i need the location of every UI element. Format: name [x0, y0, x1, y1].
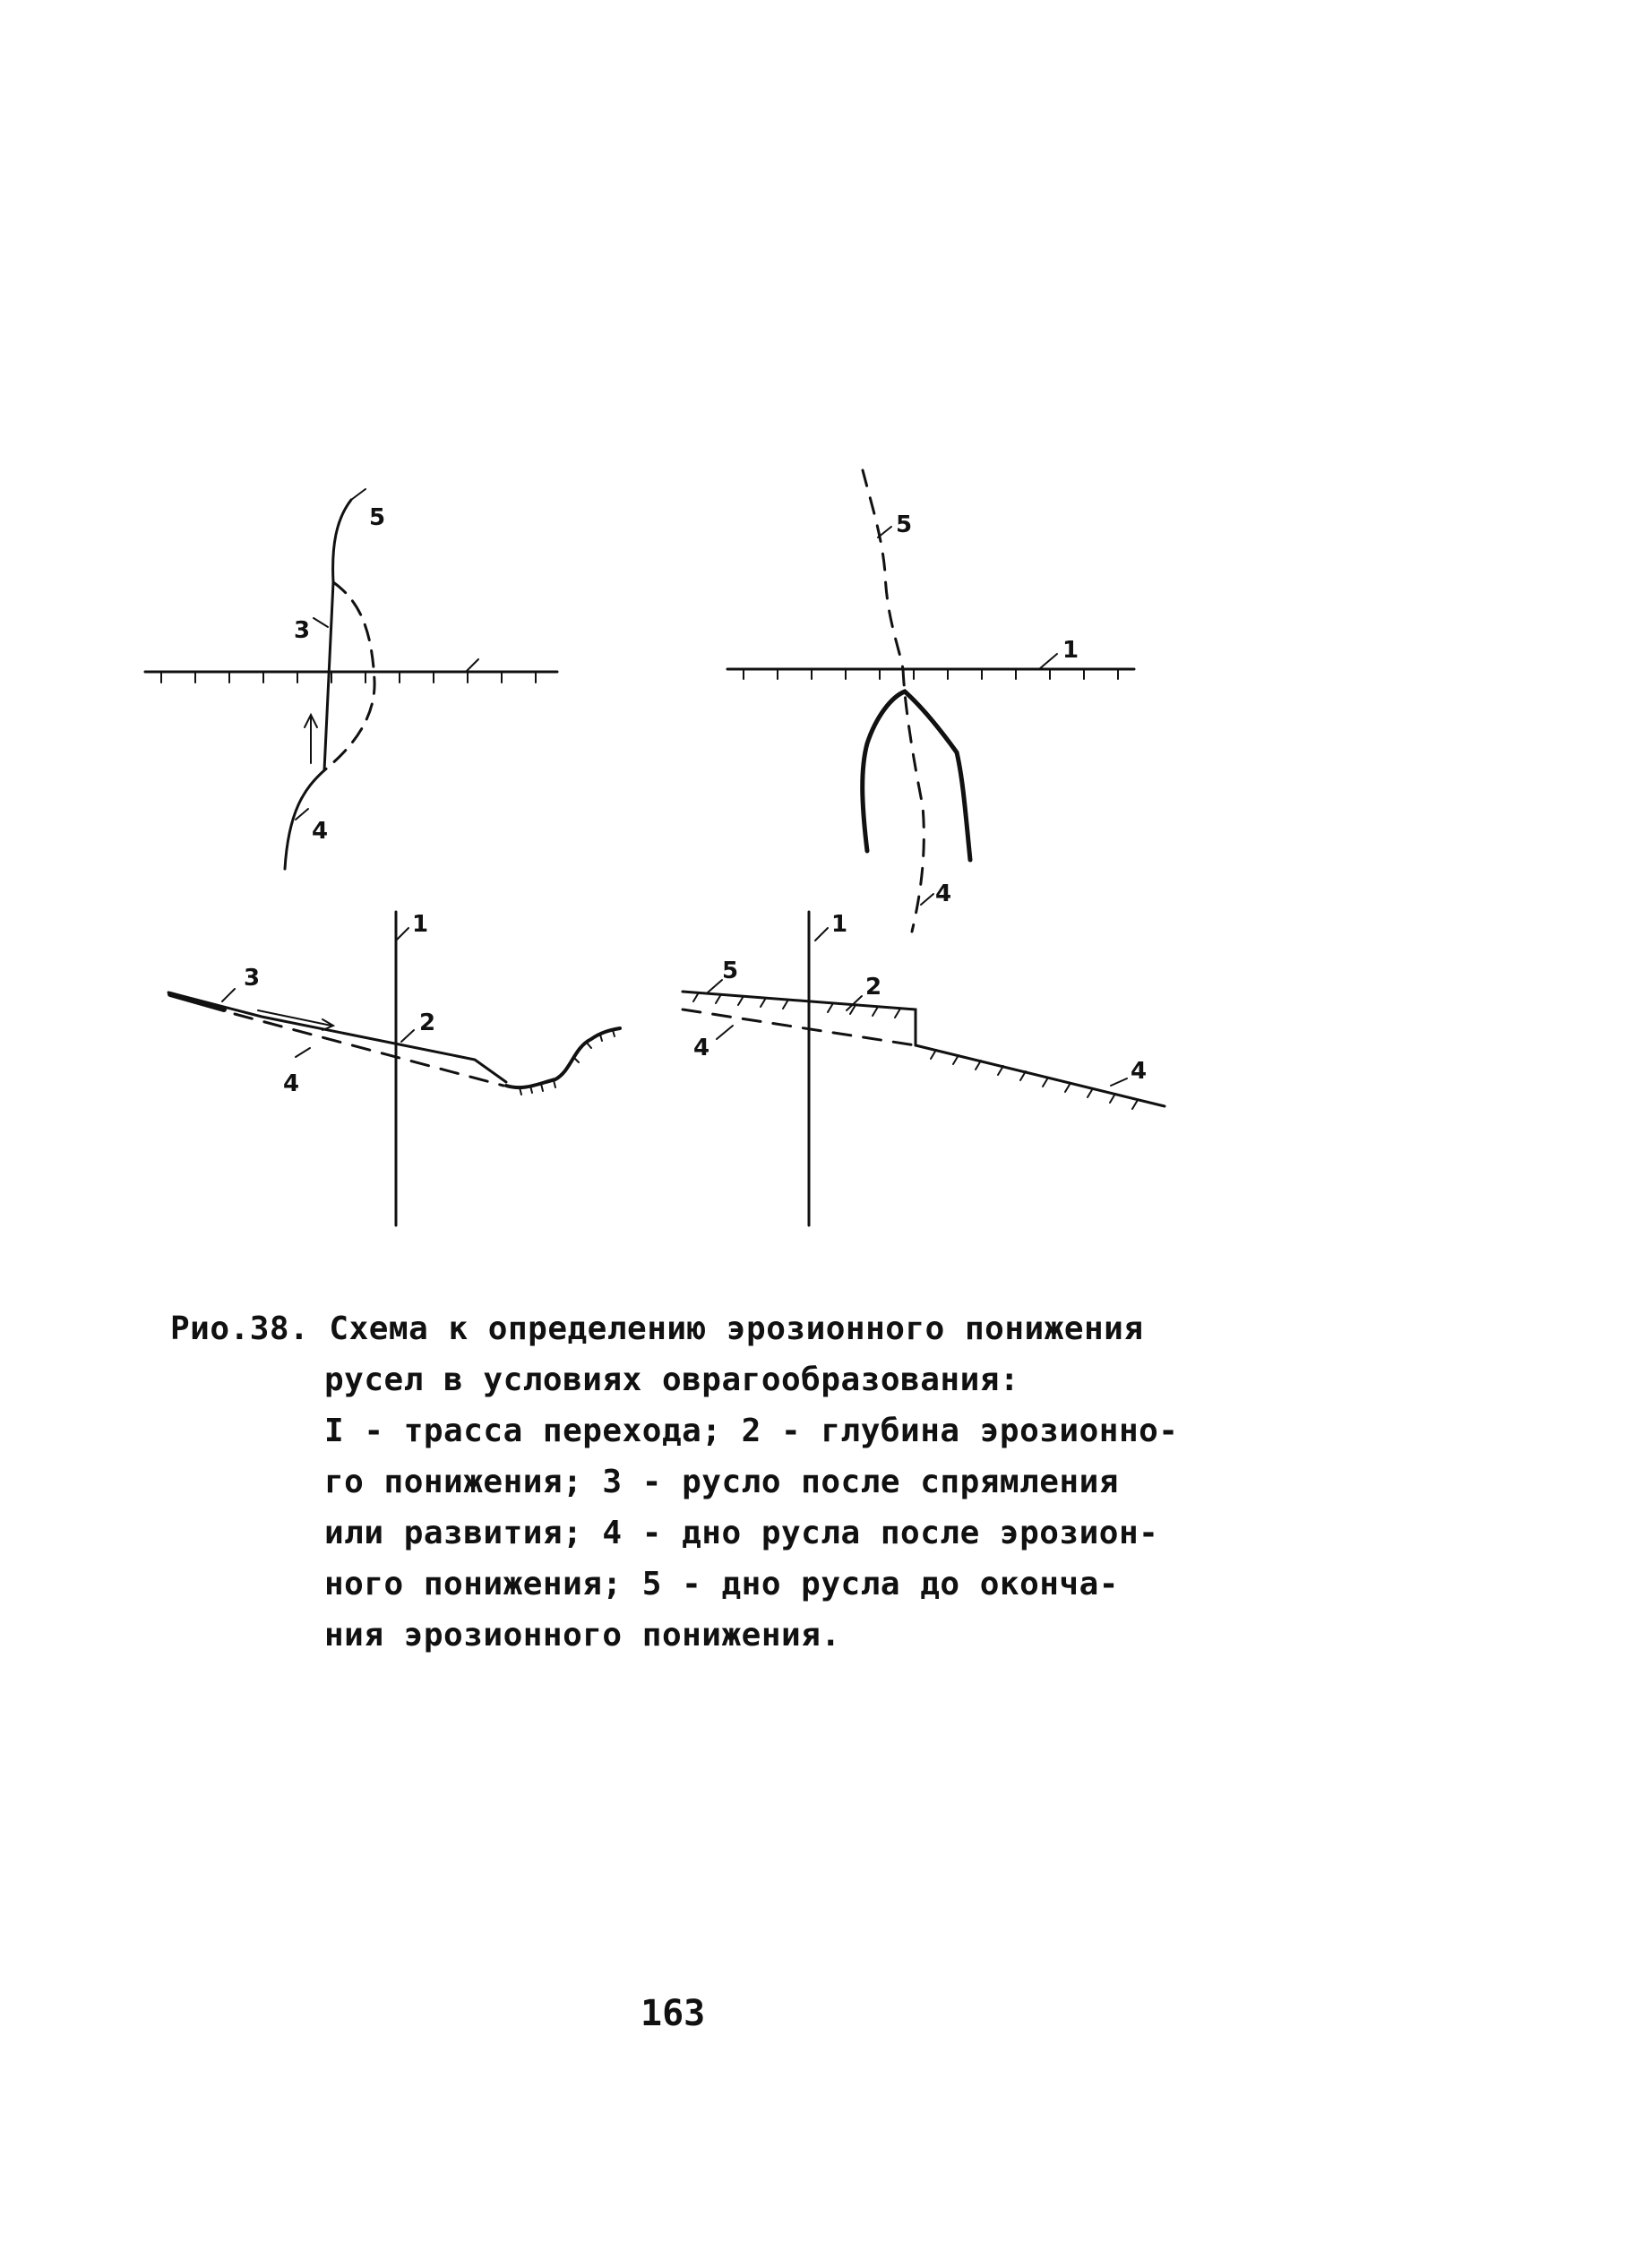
- crossing-ticks-right: [744, 669, 1118, 679]
- label-bl-4: 4: [283, 1070, 300, 1097]
- profile-left: [168, 912, 620, 1225]
- label-tl-3: 3: [294, 617, 311, 644]
- label-bl-1: 1: [412, 911, 429, 938]
- label-tr-1: 1: [1062, 637, 1079, 664]
- label-bl-2: 2: [419, 1009, 436, 1036]
- label-tr-5: 5: [896, 511, 913, 538]
- label-br-2: 2: [865, 974, 882, 1001]
- label-bl-3: 3: [244, 965, 261, 992]
- caption-text-1: Схема к определению эрозионного понижения: [329, 1310, 1144, 1347]
- bed-4-hatching: [931, 1050, 1138, 1109]
- caption-line-7: ния эрозионного понижения.: [324, 1617, 841, 1654]
- bed-4-lower: [916, 1045, 1165, 1106]
- caption-prefix: Рио.38.: [170, 1310, 310, 1347]
- label-br-5: 5: [722, 958, 739, 984]
- eroded-gully: [506, 1028, 620, 1087]
- caption-line-1: [170, 1303, 1245, 1354]
- page-number: 163: [641, 1993, 706, 2034]
- plan-view-left: [145, 489, 557, 869]
- label-tl-5: 5: [369, 504, 386, 531]
- caption-line-6: ного понижения; 5 - дно русла до оконча-: [324, 1566, 1119, 1602]
- profile-right: [683, 912, 1165, 1225]
- label-br-4b: 4: [1131, 1058, 1148, 1085]
- channel-5-curve: [333, 500, 351, 582]
- caption-line-3: I - трасса перехода; 2 - глубина эрозионно-: [324, 1413, 1179, 1449]
- label-tr-4: 4: [935, 881, 952, 907]
- channel-5-dashed: [863, 470, 903, 669]
- bed-4-dashed: [235, 1014, 503, 1086]
- caption-line-4: го понижения; 3 - русло после спрямления: [324, 1464, 1119, 1500]
- figure-caption: [170, 1303, 1245, 1661]
- bed-4-dashed-right: [683, 1009, 916, 1045]
- plan-view-right: [727, 470, 1134, 932]
- label-tl-4: 4: [312, 818, 329, 845]
- label-br-4a: 4: [693, 1035, 710, 1061]
- segment-3: [170, 994, 224, 1009]
- label-br-1: 1: [831, 911, 848, 938]
- caption-line-5: или развития; 4 - дно русла после эрозион-: [324, 1515, 1159, 1551]
- caption-line-2: русел в условиях оврагообразования:: [324, 1362, 1020, 1398]
- gully-outline: [863, 692, 970, 860]
- crossing-ticks: [161, 672, 536, 683]
